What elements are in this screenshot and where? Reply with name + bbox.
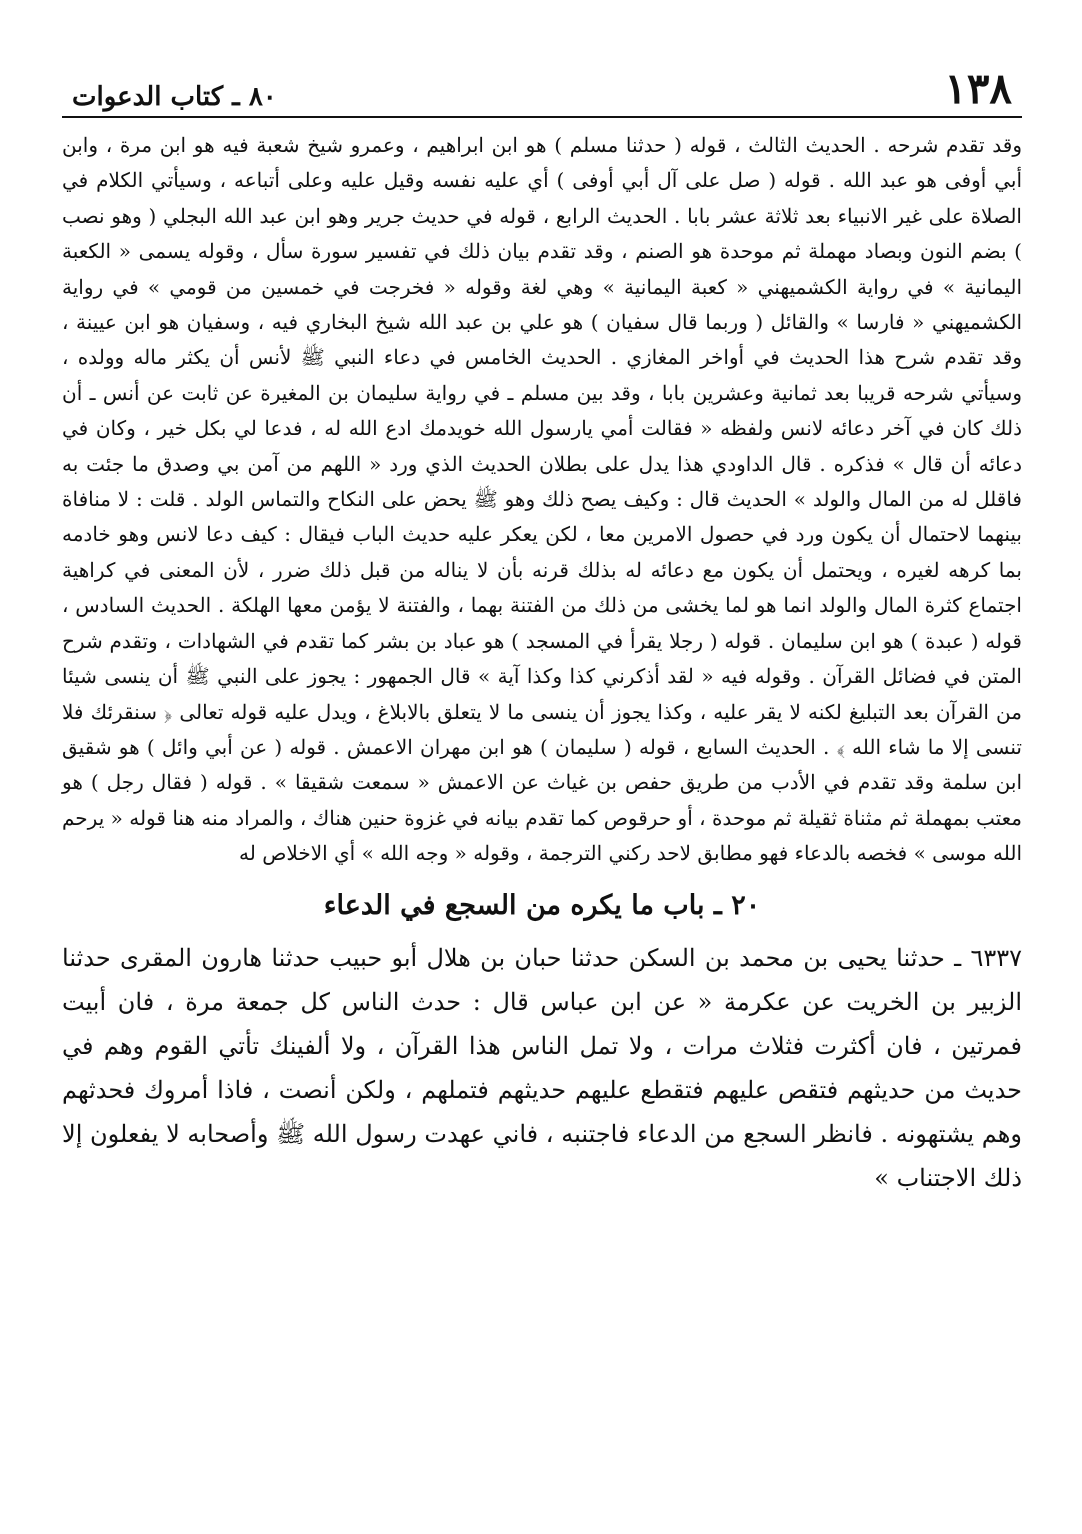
commentary-paragraph: وقد تقدم شرحه . الحديث الثالث ، قوله ( حدثنا مسلم ) هو ابن ابراهيم ، وعمرو شيخ شعبة فيه هو ابن مرة ، وابن أبي أوفى هو عبد الله . قوله ( صل على آل أبي أوفى ) أي عليه نفسه وقيل عليه وعلى أتباعه ، وسيأتي الكلام في الصلاة على غير الانبياء بعد ثلاثة عشر بابا . الحديث الرابع ، قوله في حديث جرير وهو ابن عبد الله البجلي ( وهو نصب ) بضم النون وبصاد مهملة ثم موحدة هو الصنم ، وقد تقدم بيان ذلك في تفسير سورة سأل ، وقوله يسمى « الكعبة اليمانية » في رواية الكشميهني « كعبة اليمانية » وهي لغة وقوله « فخرجت في خمسين من قومي » في رواية الكشميهني « فارسا » والقائل ( وربما قال سفيان ) هو علي بن عبد الله شيخ البخاري فيه ، وسفيان هو ابن عيينة ، وقد تقدم شرح هذا الحديث في أواخر المغازي . الحديث الخامس في دعاء النبي ﷺ لأنس أن يكثر ماله وولده ، وسيأتي شرحه قريبا بعد ثمانية وعشرين بابا ، وقد بين مسلم ـ في رواية سليمان بن المغيرة عن ثابت عن أنس ـ أن ذلك كان في آخر دعائه لانس ولفظه « فقالت أمي يارسول الله خويدمك ادع الله له ، فدعا لي بكل خير ، وكان في دعائه أن قال » فذكره . قال الداودي هذا يدل على بطلان الحديث الذي ورد « اللهم من آمن بي وصدق ما جئت به فاقلل له من المال والولد » الحديث قال : وكيف يصح ذلك وهو ﷺ يحض على النكاح والتماس الولد . قلت : لا منافاة بينهما لاحتمال أن يكون ورد في حصول الامرين معا ، لكن يعكر عليه حديث الباب فيقال : كيف دعا لانس وهو خادمه بما كرهه لغيره ، ويحتمل أن يكون مع دعائه له بذلك قرنه بأن لا يناله من قبل ذلك ضرر ، لأن المعنى في كراهية اجتماع كثرة المال والولد انما هو لما يخشى من ذلك من الفتنة بهما ، والفتنة لا يؤمن معها الهلكة . الحديث السادس ، قوله ( عبدة ) هو ابن سليمان . قوله ( رجلا يقرأ في المسجد ) هو عباد بن بشر كما تقدم في الشهادات ، وتقدم شرح المتن في فضائل القرآن . وقوله فيه « لقد أذكرني كذا وكذا آية » قال الجمهور : يجوز على النبي ﷺ أن ينسى شيئا من القرآن بعد التبليغ لكنه لا يقر عليه ، وكذا يجوز أن ينسى ما لا يتعلق بالابلاغ ، ويدل عليه قوله تعالى ﴿ سنقرئك فلا تنسى إلا ما شاء الله ﴾ . الحديث السابع ، قوله ( سليمان ) هو ابن مهران الاعمش . قوله ( عن أبي وائل ) هو شقيق ابن سلمة وقد تقدم في الأدب من طريق حفص بن غياث عن الاعمش « سمعت شقيقا » . قوله ( فقال رجل ) هو معتب بمهملة ثم مثناة ثقيلة ثم موحدة ، أو حرقوص كما تقدم بيانه في غزوة حنين هناك ، والمراد منه هنا قوله « يرحم الله موسى » فخصه بالدعاء فهو مطابق لاحد ركني الترجمة ، وقوله « وجه الله » أي الاخلاص له [62,133,1023,866]
page-header [62,58,1022,118]
hadith-text [62,936,1022,1200]
running-title: ٨٠ ـ كتاب الدعوات [72,82,277,112]
hadith-paragraph: ٦٣٣٧ ـ حدثنا يحيى بن محمد بن السكن حدثنا حبان بن هلال أبو حبيب حدثنا هارون المقرى حدثنا الزبير بن الخريت عن عكرمة « عن ابن عباس قال : حدث الناس كل جمعة مرة ، فان أبيت فمرتين ، فان أكثرت فثلاث مرات ، ولا تمل الناس هذا القرآن ، ولا ألفينك تأتي القوم وهم في حديث من حديثهم فتقص عليهم فتقطع عليهم حديثهم فتملهم ، ولكن أنصت ، فاذا أمروك فحدثهم وهم يشتهونه . فانظر السجع من الدعاء فاجتنبه ، فاني عهدت رسول الله ﷺ وأصحابه لا يفعلون إلا ذلك الاجتناب » [62,943,1022,1192]
commentary-text [62,128,1022,872]
page-number: ١٣٨ [944,64,1012,113]
chapter-heading: ٢٠ ـ باب ما يكره من السجع في الدعاء [323,889,761,921]
